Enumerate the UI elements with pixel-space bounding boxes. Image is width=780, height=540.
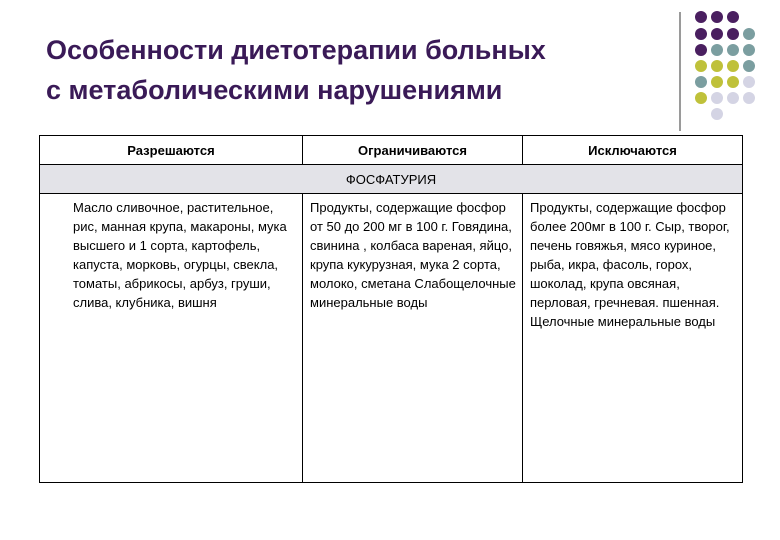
decorative-dot — [711, 60, 723, 72]
decorative-dot — [695, 76, 707, 88]
decorative-dot — [711, 108, 723, 120]
decorative-dot — [695, 11, 707, 23]
decorative-dot — [695, 44, 707, 56]
header-excluded: Исключаются — [523, 136, 743, 165]
decorative-dot — [727, 44, 739, 56]
decorative-dot — [695, 28, 707, 40]
slide-title-line-2: с метаболическими нарушениями — [46, 75, 503, 105]
header-limited: Ограничиваются — [303, 136, 523, 165]
decorative-divider — [679, 12, 681, 131]
decorative-dot — [743, 44, 755, 56]
cell-limited-foods: Продукты, содержащие фосфор от 50 до 200 мг в 100 г. Говядина, свинина , колбаса вареная, яйцо, крупа кукурузная, мука 2 сорта, молоко, сметана Слабощелочные минеральные воды — [303, 194, 523, 483]
table-section-row — [40, 165, 743, 194]
decorative-dot — [711, 11, 723, 23]
decorative-dot — [727, 60, 739, 72]
diet-table — [39, 135, 743, 483]
decorative-dot — [743, 28, 755, 40]
decorative-dot — [695, 60, 707, 72]
decorative-dot — [743, 60, 755, 72]
cell-allowed-foods: Масло сливочное, растительное, рис, манная крупа, макароны, мука высшего и 1 сорта, картофель, капуста, морковь, огурцы, свекла, томаты, абрикосы, арбуз, груши, слива, клубника, вишня — [40, 194, 303, 483]
cell-excluded-foods: Продукты, содержащие фосфор более 200мг в 100 г. Сыр, творог, печень говяжья, мясо куриное, рыба, икра, фасоль, горох, шоколад, крупа овсяная, перловая, гречневая. пшенная. Щелочные минеральные воды — [523, 194, 743, 483]
decorative-dot — [743, 76, 755, 88]
decorative-dot-grid — [692, 11, 764, 121]
slide-title-line-1: Особенности диетотерапии больных — [46, 35, 546, 65]
decorative-dot — [743, 92, 755, 104]
decorative-dot — [695, 92, 707, 104]
decorative-dot — [711, 92, 723, 104]
table-row — [40, 194, 743, 483]
decorative-dot — [711, 76, 723, 88]
decorative-dot — [711, 44, 723, 56]
decorative-dot — [727, 28, 739, 40]
decorative-dot — [727, 11, 739, 23]
section-phosphaturia: ФОСФАТУРИЯ — [40, 165, 743, 194]
table-header-row — [40, 136, 743, 165]
header-allowed: Разрешаются — [40, 136, 303, 165]
decorative-dot — [727, 92, 739, 104]
slide-title — [46, 30, 656, 110]
decorative-dot — [727, 76, 739, 88]
decorative-dot — [711, 28, 723, 40]
